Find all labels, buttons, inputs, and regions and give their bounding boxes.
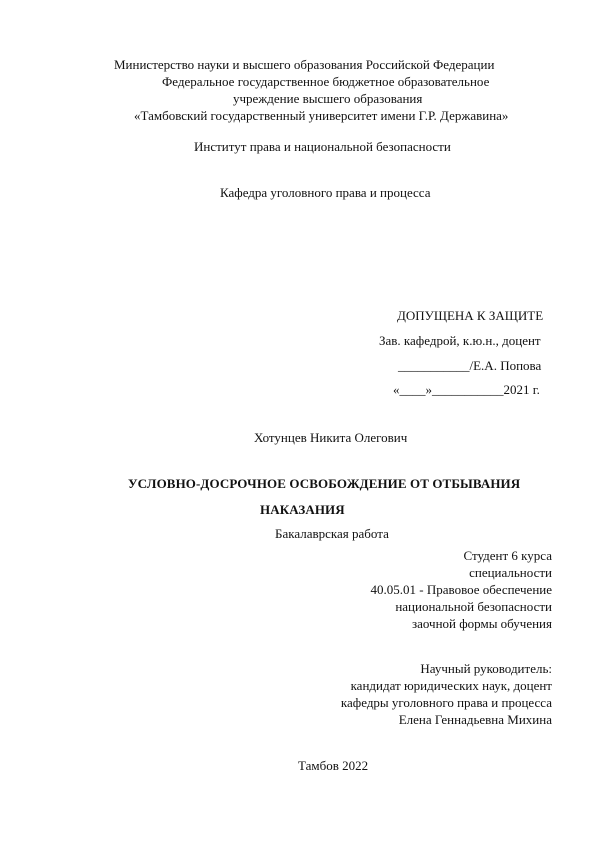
student-course: Студент 6 курса	[463, 548, 552, 563]
ministry-line: Министерство науки и высшего образования Российской Федерации	[114, 57, 495, 72]
university-name-line: «Тамбовский государственный университет имени Г.Р. Державина»	[134, 108, 509, 123]
supervisor-degree: кандидат юридических наук, доцент	[350, 678, 552, 693]
approval-title: ДОПУЩЕНА К ЗАЩИТЕ	[397, 308, 544, 323]
work-type: Бакалаврская работа	[275, 526, 389, 541]
institute-name: Институт права и национальной безопасности	[194, 139, 451, 154]
city-year: Тамбов 2022	[298, 758, 369, 773]
student-specialty-name: национальной безопасности	[395, 599, 552, 614]
approval-position: Зав. кафедрой, к.ю.н., доцент	[379, 333, 541, 348]
education-level-line: учреждение высшего образования	[233, 91, 423, 106]
approval-date: «____»___________2021 г.	[393, 382, 540, 397]
student-specialty-code: 40.05.01 - Правовое обеспечение	[370, 582, 552, 597]
work-title-line1: УСЛОВНО-ДОСРОЧНОЕ ОСВОБОЖДЕНИЕ ОТ ОТБЫВАНИЯ	[128, 476, 521, 491]
student-specialty-label: специальности	[469, 565, 552, 580]
author-name: Хотунцев Никита Олегович	[254, 430, 408, 445]
supervisor-department: кафедры уголовного права и процесса	[340, 695, 552, 710]
university-type-line: Федеральное государственное бюджетное образовательное	[162, 74, 490, 89]
supervisor-name: Елена Геннадьевна Михина	[398, 712, 552, 727]
work-title-line2: НАКАЗАНИЯ	[260, 502, 345, 517]
student-study-form: заочной формы обучения	[411, 616, 552, 631]
department-name: Кафедра уголовного права и процесса	[220, 185, 431, 200]
approval-signature: ___________/Е.А. Попова	[398, 358, 542, 373]
supervisor-label: Научный руководитель:	[420, 661, 552, 676]
